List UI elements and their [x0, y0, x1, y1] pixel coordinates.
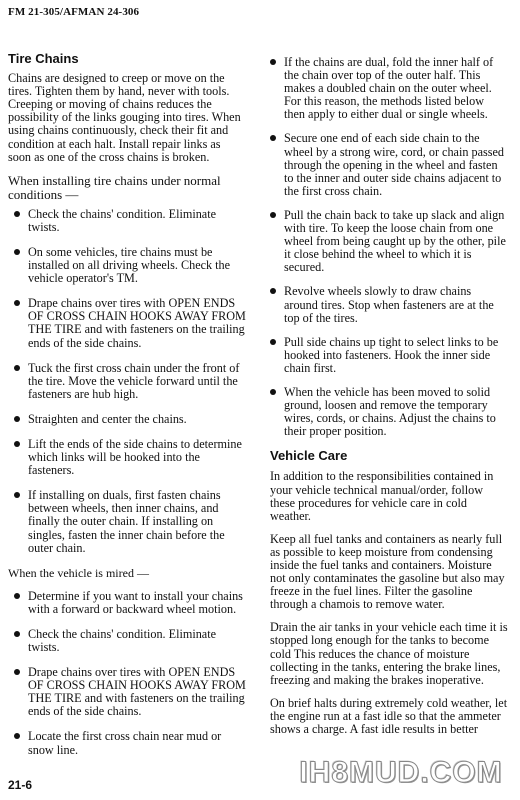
- vehicle-care-paragraph: Keep all fuel tanks and containers as nearly full as possible to keep moisture from condensing inside the fuel tanks and containers. Moisture not only contaminates the gasoline but also may freeze in the fuel lines. Filter the gasoline through a chamois to remove water.: [270, 531, 505, 612]
- list-item-text: Determine if you want to install your chains with a forward or backward wheel motion.: [28, 588, 243, 616]
- list-item: [8, 730, 246, 756]
- bullet-icon: [14, 669, 20, 675]
- bullet-icon: [270, 389, 276, 395]
- bullet-icon: [270, 59, 276, 65]
- list-item-text: Pull the chain back to take up slack and align with tire. To keep the loose chain from one wheel from being caught up by the other, pile it close behind the wheel to which it is secured.: [284, 207, 506, 275]
- list-item: [8, 362, 246, 401]
- vehicle-care-paragraph: In addition to the responsibilities contained in your vehicle technical manual/order, follow these procedures for vehicle care in cold weather.: [270, 469, 494, 523]
- normal-conditions-list: [8, 208, 246, 555]
- list-item: [8, 666, 246, 718]
- list-item: [270, 336, 508, 375]
- list-item: [270, 209, 508, 274]
- tire-chains-intro: Chains are designed to creep or move on the tires. Tighten them by hand, never with tools. Creeping or moving of chains reduces the possibility of the links gouging into tires. When using chains continuously, check their fit and condition at each halt. Install repair links as soon as one of the cross chains is broken.: [8, 71, 241, 164]
- mired-list: [8, 590, 246, 757]
- bullet-icon: [14, 249, 20, 255]
- list-item-text: If the chains are dual, fold the inner half of the chain over top of the outer half. This makes a doubled chain on the outer wheel. For this reason, the methods listed below then apply to either dual or single wheels.: [284, 55, 494, 122]
- list-item: [270, 56, 508, 121]
- list-item-text: On some vehicles, tire chains must be installed on all driving wheels. Check the vehicle operator's TM.: [28, 244, 231, 286]
- list-item-text: Drape chains over tires with OPEN ENDS OF CROSS CHAIN HOOKS AWAY FROM THE TIRE and with fasteners on the trailing ends of the side chains.: [28, 665, 246, 719]
- list-item: [8, 489, 246, 554]
- bullet-icon: [14, 300, 20, 306]
- bullet-icon: [14, 365, 20, 371]
- list-item: [8, 413, 246, 426]
- list-item-text: Straighten and center the chains.: [28, 411, 187, 426]
- vehicle-care-paragraph: On brief halts during extremely cold weather, let the engine run at a fast idle so that the ammeter shows a charge. A fast idle results in better: [270, 695, 508, 737]
- bullet-icon: [14, 631, 20, 637]
- bullet-icon: [270, 288, 276, 294]
- list-item-text: Check the chains' condition. Eliminate twists.: [28, 206, 217, 234]
- list-item: [270, 386, 508, 438]
- right-column: [270, 56, 508, 746]
- list-item: [8, 590, 246, 616]
- list-item-text: When the vehicle has been moved to solid ground, loosen and remove the temporary wires, cords, or chains. Adjust the chains to their proper position.: [284, 384, 496, 439]
- vehicle-care-heading: Vehicle Care: [270, 448, 348, 464]
- mired-continued-list: [270, 56, 508, 438]
- list-item-text: Locate the first cross chain near mud or snow line.: [28, 729, 222, 757]
- list-item: [270, 132, 508, 197]
- normal-conditions-subheading: When installing tire chains under normal conditions —: [8, 172, 221, 202]
- vehicle-care-paragraph: Drain the air tanks in your vehicle each time it is stopped long enough for the tanks to become cold This reduces the chance of moisture collecting in the tanks, entering the brake lines, freezing and making the brakes inoperative.: [270, 620, 508, 687]
- bullet-icon: [14, 441, 20, 447]
- list-item-text: If installing on duals, first fasten chains between wheels, then inner chains, and finally the outer chain. If installing on singles, fasten the inner chain before the outer chain.: [28, 488, 225, 555]
- tire-chains-heading: Tire Chains: [8, 51, 79, 66]
- bullet-icon: [14, 733, 20, 739]
- page-number: 21-6: [8, 778, 33, 792]
- list-item: [8, 438, 246, 477]
- mired-subheading: When the vehicle is mired —: [8, 565, 149, 580]
- list-item-text: Secure one end of each side chain to the wheel by a strong wire, cord, or chain passed through the opening in the wheel and fasten to the inner and outer side chains adjacent to the first cross chain.: [284, 131, 504, 198]
- list-item: [8, 297, 246, 349]
- bullet-icon: [14, 416, 20, 422]
- list-item-text: Check the chains' condition. Eliminate twists.: [28, 626, 217, 654]
- list-item-text: Drape chains over tires with OPEN ENDS OF CROSS CHAIN HOOKS AWAY FROM THE TIRE and with fasteners on the trailing ends of the side chains.: [28, 296, 246, 350]
- list-item: [8, 246, 246, 285]
- list-item: [8, 208, 246, 234]
- page-header: FM 21-305/AFMAN 24-306: [8, 6, 140, 18]
- list-item-text: Revolve wheels slowly to draw chains around tires. Stop when fasteners are at the top of the tires.: [284, 284, 494, 325]
- bullet-icon: [270, 135, 276, 141]
- list-item-text: Pull side chains up tight to select links to be hooked into fasteners. Hook the inner side chain first.: [284, 334, 499, 375]
- list-item-text: Tuck the first cross chain under the front of the tire. Move the vehicle forward until the fasteners are hub high.: [28, 360, 240, 401]
- list-item-text: Lift the ends of the side chains to determine which links will be hooked into the fasteners.: [28, 436, 242, 478]
- bullet-icon: [270, 212, 276, 218]
- left-column: [8, 52, 246, 769]
- list-item: [8, 628, 246, 654]
- list-item: [270, 285, 508, 324]
- bullet-icon: [270, 339, 276, 345]
- bullet-icon: [14, 593, 20, 599]
- bullet-icon: [14, 211, 20, 217]
- watermark-logo: IH8MUD.COM: [299, 756, 503, 789]
- bullet-icon: [14, 492, 20, 498]
